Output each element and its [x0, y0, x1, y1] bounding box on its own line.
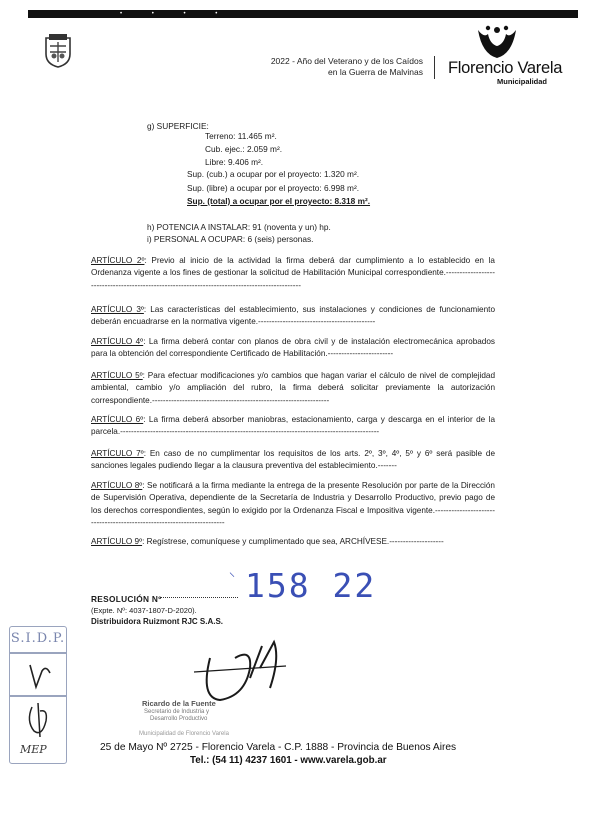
superficie-sup-libre: Sup. (libre) a ocupar por el proyecto: 6.998 m². — [187, 183, 360, 193]
article-8 — [91, 480, 495, 530]
resolution-dotted-line — [160, 597, 238, 598]
stamp-divider — [10, 695, 66, 697]
stamp-tick-mark: ⸌ — [229, 570, 236, 584]
footer-contact: Tel.: (54 11) 4237 1601 - www.varela.gob.ar — [190, 755, 387, 766]
sidp-stamp — [9, 626, 67, 764]
scan-top-bar — [28, 10, 578, 18]
year-motto — [225, 56, 423, 78]
municipality-logo-icon — [474, 24, 520, 60]
article-9 — [91, 536, 495, 548]
stamp-handwritten-note: MEP — [20, 743, 47, 756]
signatory-name: Ricardo de la Fuente — [142, 699, 216, 708]
resolution-number-stamp: 158 22 — [245, 566, 377, 605]
article-label: ARTÍCULO 4º — [91, 337, 144, 346]
initials-signature-icon — [22, 701, 56, 739]
article-text: : Para efectuar modificaciones y/o cambios que hagan variar el cálculo de nivel de complejidad ambiental, cambio y/o ampliación del rubro, la firma deberá solicitar previamente la autorización correspondiente.----------------------------------------------------------------- — [91, 371, 495, 405]
expediente-ref: (Expte. Nº: 4037-1807-D-2020). — [91, 606, 197, 615]
article-label: ARTÍCULO 8º — [91, 481, 143, 490]
article-6 — [91, 414, 495, 439]
article-2 — [91, 255, 495, 292]
official-signature-icon — [190, 638, 290, 708]
stamp-divider — [10, 652, 66, 654]
article-4 — [91, 336, 495, 361]
distribuidora-name: Distribuidora Ruizmont RJC S.A.S. — [91, 617, 224, 626]
header-divider — [434, 56, 435, 79]
article-text: : Regístrese, comuníquese y cumplimentado que sea, ARCHÍVESE.-------------------- — [142, 537, 444, 546]
superficie-cub-ejec: Cub. ejec.: 2.059 m². — [205, 144, 283, 154]
personal-line: i) PERSONAL A OCUPAR: 6 (seis) personas. — [147, 234, 314, 244]
scan-marks: • • • • — [120, 11, 232, 17]
article-3 — [91, 304, 495, 329]
article-label: ARTÍCULO 9º — [91, 537, 143, 546]
article-7 — [91, 448, 495, 473]
article-label: ARTÍCULO 5º — [91, 371, 143, 380]
stamp-title: S.I.D.P. — [10, 631, 66, 646]
article-label: ARTÍCULO 3º — [91, 305, 144, 314]
article-text: : Previo al inicio de la actividad la firma deberá dar cumplimiento a lo establecido en la Ordenanza vigente a los fines de gestionar la solicitud de Habilitación Municipal correspondiente.----------------------------------------------------------------------------------------------- — [91, 256, 495, 290]
superficie-sup-cub: Sup. (cub.) a ocupar por el proyecto: 1.320 m². — [187, 169, 360, 179]
superficie-terreno: Terreno: 11.465 m². — [205, 131, 277, 141]
article-label: ARTÍCULO 7º — [91, 449, 144, 458]
signatory-office: Municipalidad de Florencio Varela — [139, 731, 229, 737]
article-text: : La firma deberá contar con planos de obra civil y de instalación electromecánica aprobados para la obtención del correspondiente Certificado de Habilitación.------------------------ — [91, 337, 495, 359]
article-text: : Las características del establecimiento, sus instalaciones y condiciones de funcionamiento deberán encuadrarse en la normativa vigente.------------------------------------------- — [91, 305, 495, 327]
article-text: : La firma deberá absorber maniobras, estacionamiento, carga y descarga en el interior de la parcela.----------------------------------------------------------------------------------------------- — [91, 415, 496, 437]
article-5 — [91, 370, 495, 407]
article-text: : En caso de no cumplimentar los requisitos de los arts. 2º, 3º, 4º, 5º y 6º será pasible de sanciones legales pudiendo llegar a la clausura preventiva del establecimiento.------- — [91, 449, 496, 471]
resolution-label: RESOLUCIÓN Nº — [91, 594, 162, 604]
year-motto-line2: en la Guerra de Malvinas — [328, 67, 423, 77]
municipality-name: Florencio Varela — [448, 59, 563, 77]
potencia-line: h) POTENCIA A INSTALAR: 91 (noventa y un) hp. — [147, 222, 331, 232]
crest-icon — [44, 34, 72, 68]
article-text: : Se notificará a la firma mediante la entrega de la presente Resolución por parte de la Dirección de Supervisión Operativa, dependiente de la Secretaría de Industria y Desarrollo Productivo, previo pago de los derechos correspondientes, según lo exigido por la Ordenanza Fiscal e Impositiva vigente.----------------------------------------------------------------------- — [91, 481, 495, 528]
article-label: ARTÍCULO 2º — [91, 256, 145, 265]
superficie-heading: g) SUPERFICIE: — [147, 121, 209, 131]
superficie-libre: Libre: 9.406 m². — [205, 157, 264, 167]
year-motto-line1: 2022 - Año del Veterano y de los Caídos — [270, 56, 423, 66]
municipality-subtitle: Municipalidad — [497, 77, 548, 86]
signatory-role: Desarrollo Productivo — [150, 716, 208, 722]
initials-signature-icon — [22, 661, 56, 691]
signatory-role: Secretario de Industria y — [144, 709, 210, 715]
footer-address: 25 de Mayo Nº 2725 - Florencio Varela - C.P. 1888 - Provincia de Buenos Aires — [100, 742, 457, 753]
article-label: ARTÍCULO 6º — [91, 415, 144, 424]
superficie-sup-total: Sup. (total) a ocupar por el proyecto: 8.318 m². — [187, 196, 371, 206]
